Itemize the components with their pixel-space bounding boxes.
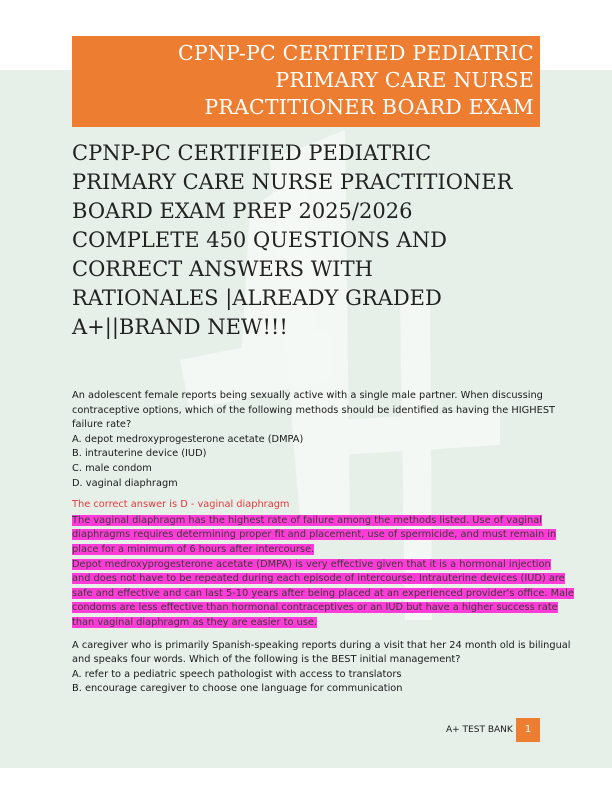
- title-line: A+||BRAND NEW!!!: [72, 315, 288, 339]
- banner-line: PRIMARY CARE NURSE: [275, 68, 534, 92]
- document-title: [72, 139, 542, 342]
- rationale-line: place for a minimum of 6 hours after intercourse.: [72, 543, 315, 555]
- footer-label: A+ TEST BANK: [446, 725, 513, 735]
- question-stem-line: and speaks four words. Which of the following is the BEST initial management?: [72, 654, 461, 666]
- question-content: [72, 389, 574, 697]
- title-line: CPNP-PC CERTIFIED PEDIATRIC: [72, 141, 432, 165]
- question-stem-line: contraceptive options, which of the following methods should be identified as having the HIGHEST: [72, 404, 556, 416]
- title-line: CORRECT ANSWERS WITH: [72, 257, 373, 281]
- header-banner: [72, 36, 540, 127]
- rationale-line: diaphragms requires determining proper fit and placement, use of spermicide, and must remain in: [72, 529, 557, 541]
- rationale-line: safe and effective and can last 5-10 years after being placed at an experienced provider's office. Male: [72, 587, 574, 599]
- question-1: [72, 389, 574, 631]
- question-stem-line: failure rate?: [72, 419, 132, 431]
- page-number: 1: [516, 718, 540, 742]
- answer-option-b: B. encourage caregiver to choose one language for communication: [72, 683, 403, 695]
- answer-option-c: C. male condom: [72, 462, 152, 474]
- page-bottom-margin: [0, 768, 612, 792]
- question-stem-line: A caregiver who is primarily Spanish-speaking reports during a visit that her 24 month old is bilingual: [72, 639, 571, 651]
- banner-line: PRACTITIONER BOARD EXAM: [204, 95, 534, 119]
- rationale-line: Depot medroxyprogesterone acetate (DMPA) is very effective given that it is a hormonal injection: [72, 558, 551, 570]
- answer-option-d: D. vaginal diaphragm: [72, 477, 178, 489]
- rationale: [72, 514, 574, 631]
- answer-option-b: B. intrauterine device (IUD): [72, 448, 207, 460]
- answer-option-a: A. refer to a pediatric speech pathologist with access to translators: [72, 668, 402, 680]
- title-line: PRIMARY CARE NURSE PRACTITIONER: [72, 170, 513, 194]
- rationale-line: than vaginal diaphragm as they are easier to use.: [72, 616, 318, 628]
- title-line: COMPLETE 450 QUESTIONS AND: [72, 228, 447, 252]
- correct-answer: The correct answer is D - vaginal diaphragm: [72, 499, 290, 511]
- title-line: BOARD EXAM PREP 2025/2026: [72, 199, 413, 223]
- question-2: [72, 639, 571, 697]
- rationale-line: and does not have to be repeated during each episode of intercourse. Intrauterine devices (IUD) are: [72, 573, 565, 585]
- question-stem-line: An adolescent female reports being sexually active with a single male partner. When discussing: [72, 390, 543, 401]
- rationale-line: The vaginal diaphragm has the highest rate of failure among the methods listed. Use of vaginal: [72, 514, 542, 526]
- rationale-line: condoms are less effective than hormonal contraceptives or an IUD but have a higher success rate: [72, 602, 558, 614]
- title-line: RATIONALES |ALREADY GRADED: [72, 286, 442, 310]
- answer-option-a: A. depot medroxyprogesterone acetate (DMPA): [72, 433, 304, 445]
- banner-line: CPNP-PC CERTIFIED PEDIATRIC: [177, 41, 534, 65]
